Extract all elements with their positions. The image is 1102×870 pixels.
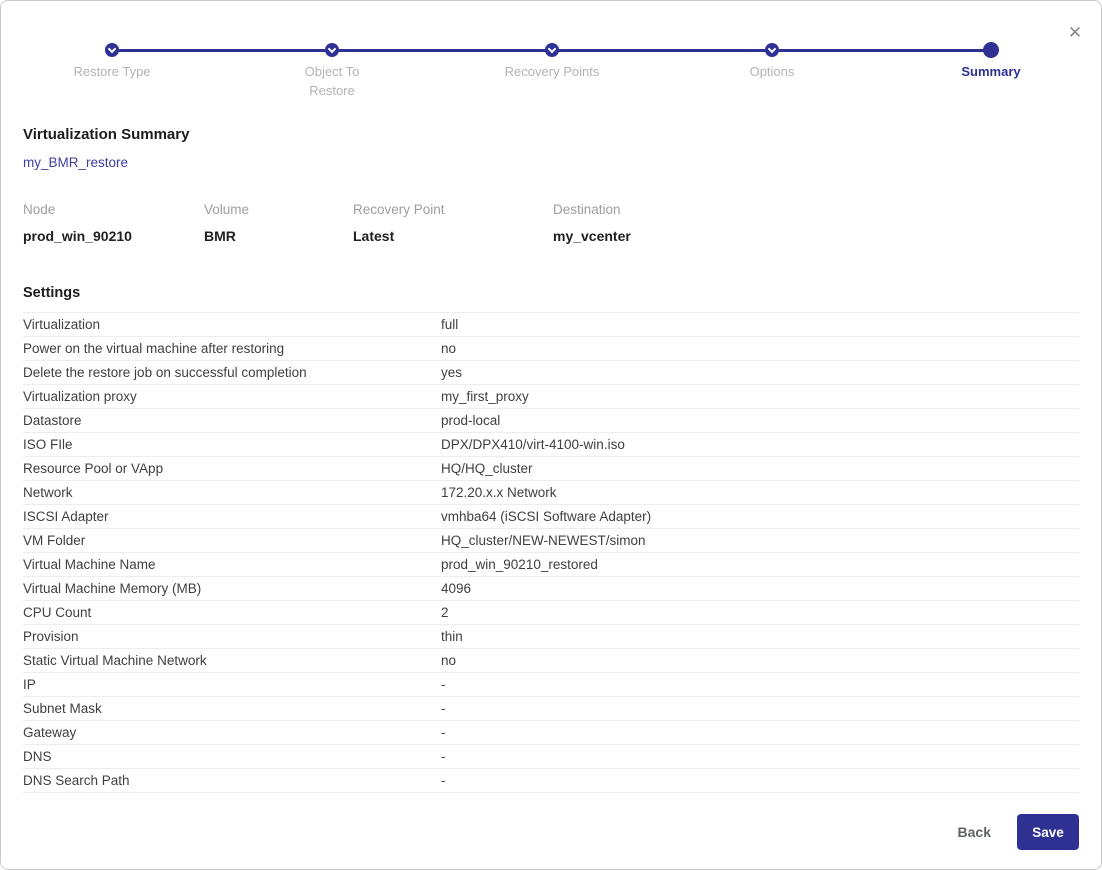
table-row (23, 385, 1079, 409)
step-label: Summary (961, 64, 1021, 79)
row-label: VM Folder (23, 533, 86, 548)
table-row (23, 553, 1079, 577)
table-row (23, 577, 1079, 601)
table-row (23, 673, 1079, 697)
summary-field-destination (553, 202, 631, 244)
wizard-stepper (1, 1, 1101, 101)
field-value: BMR (204, 228, 236, 244)
row-label: Subnet Mask (23, 701, 102, 716)
table-row (23, 361, 1079, 385)
row-label: CPU Count (23, 605, 92, 620)
step-completed-icon (105, 43, 119, 57)
table-row (23, 745, 1079, 769)
row-value: HQ_cluster/NEW-NEWEST/simon (441, 533, 646, 548)
row-label: Gateway (23, 725, 77, 740)
summary-field-node (23, 202, 132, 244)
field-label: Node (23, 202, 56, 217)
table-row (23, 505, 1079, 529)
back-button[interactable]: Back (957, 824, 991, 840)
field-value: prod_win_90210 (23, 228, 132, 244)
row-value: 2 (441, 605, 449, 620)
step-completed-icon (325, 43, 339, 57)
row-label: Virtual Machine Name (23, 557, 156, 572)
step-current-dot-icon (983, 42, 999, 58)
row-value: - (441, 725, 446, 740)
table-row (23, 457, 1079, 481)
step-label: Restore Type (73, 64, 151, 79)
summary-field-volume (204, 202, 249, 244)
table-row (23, 625, 1079, 649)
row-label: Static Virtual Machine Network (23, 653, 207, 668)
close-icon[interactable]: ✕ (1067, 23, 1083, 42)
table-row (23, 529, 1079, 553)
row-label: Virtual Machine Memory (MB) (23, 581, 202, 596)
settings-title: Settings (23, 285, 81, 301)
row-label: Virtualization proxy (23, 389, 137, 404)
table-row (23, 649, 1079, 673)
row-label: Datastore (23, 413, 82, 428)
step-label: Object To Restore (304, 64, 360, 98)
row-value: - (441, 701, 446, 716)
table-row (23, 481, 1079, 505)
table-row (23, 409, 1079, 433)
row-label: IP (23, 677, 36, 692)
field-value: my_vcenter (553, 228, 631, 244)
table-row (23, 433, 1079, 457)
row-label: Network (23, 485, 73, 500)
row-value: HQ/HQ_cluster (441, 461, 533, 476)
row-value: prod-local (441, 413, 501, 428)
row-value: DPX/DPX410/virt-4100-win.iso (441, 437, 625, 452)
row-value: 4096 (441, 581, 472, 596)
row-label: ISCSI Adapter (23, 509, 109, 524)
row-value: vmhba64 (iSCSI Software Adapter) (441, 509, 652, 524)
table-row (23, 601, 1079, 625)
settings-table (23, 312, 1079, 793)
row-value: full (441, 317, 459, 332)
field-label: Recovery Point (353, 202, 445, 217)
step-completed-icon (765, 43, 779, 57)
job-name-link[interactable]: my_BMR_restore (23, 155, 129, 170)
row-label: DNS (23, 749, 52, 764)
row-value: no (441, 653, 457, 668)
row-value: - (441, 749, 446, 764)
row-label: Virtualization (23, 317, 101, 332)
table-row (23, 697, 1079, 721)
field-label: Volume (204, 202, 250, 217)
row-value: 172.20.x.x Network (441, 485, 557, 500)
step-completed-icon (545, 43, 559, 57)
table-row (23, 313, 1079, 337)
row-label: Delete the restore job on successful completion (23, 365, 307, 380)
field-value: Latest (353, 228, 395, 244)
table-row (23, 769, 1079, 793)
page-title: Virtualization Summary (23, 126, 190, 143)
step-label: Options (749, 64, 795, 79)
row-value: - (441, 677, 446, 692)
row-value: thin (441, 629, 463, 644)
row-value: prod_win_90210_restored (441, 557, 598, 572)
step-label: Recovery Points (504, 64, 600, 79)
row-value: yes (441, 365, 463, 380)
row-label: Provision (23, 629, 79, 644)
table-row (23, 337, 1079, 361)
row-label: DNS Search Path (23, 773, 130, 788)
row-label: Power on the virtual machine after restoring (23, 341, 285, 356)
row-value: no (441, 341, 457, 356)
save-button[interactable]: Save (1017, 814, 1079, 850)
row-value: my_first_proxy (441, 389, 529, 404)
row-label: ISO FIle (23, 437, 73, 452)
summary-field-recovery-point (353, 202, 445, 244)
field-label: Destination (553, 202, 621, 217)
row-value: - (441, 773, 446, 788)
row-label: Resource Pool or VApp (23, 461, 164, 476)
dialog-footer (958, 814, 1079, 850)
table-row (23, 721, 1079, 745)
